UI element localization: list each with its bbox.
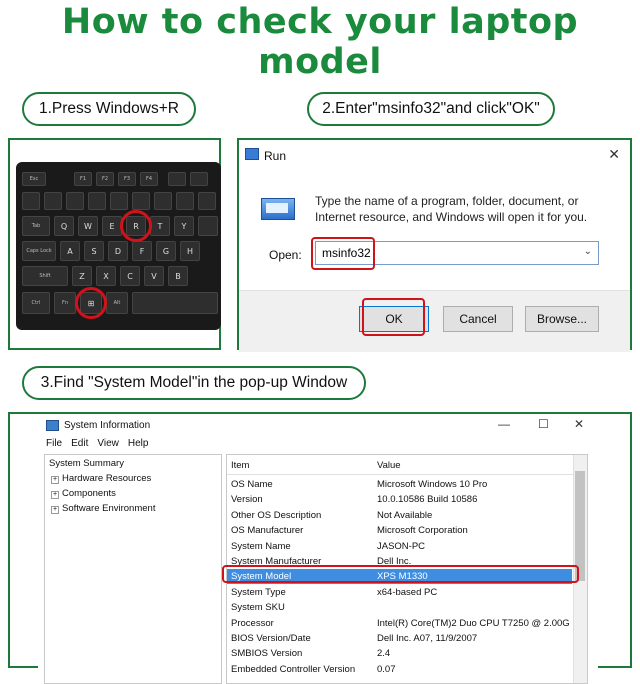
key-f5 bbox=[168, 172, 186, 186]
menu-view[interactable]: View bbox=[97, 438, 119, 449]
run-program-icon bbox=[261, 198, 295, 220]
row-item: System Name bbox=[231, 540, 291, 552]
r-key-highlight bbox=[120, 210, 152, 242]
key-e: E bbox=[102, 216, 122, 236]
tree-hardware-resources[interactable] bbox=[51, 473, 151, 484]
key-num bbox=[110, 192, 128, 210]
tree-components[interactable] bbox=[51, 488, 116, 499]
table-header bbox=[227, 455, 587, 475]
expand-icon[interactable]: + bbox=[52, 476, 58, 483]
row-value: Not Available bbox=[377, 509, 433, 521]
key-alt: Alt bbox=[106, 292, 128, 314]
tree-software-environment[interactable] bbox=[51, 503, 155, 514]
key-esc: Esc bbox=[22, 172, 46, 186]
row-item: Embedded Controller Version bbox=[231, 663, 356, 675]
cancel-button[interactable]: Cancel bbox=[443, 306, 513, 332]
ok-button[interactable]: OK bbox=[359, 306, 429, 332]
key-f1: F1 bbox=[74, 172, 92, 186]
windows-key-icon: ⊞ bbox=[80, 292, 102, 314]
row-value: 10.0.10586 Build 10586 bbox=[377, 494, 478, 506]
key-q: Q bbox=[54, 216, 74, 236]
key-c: C bbox=[120, 266, 140, 286]
chevron-down-icon[interactable]: ⌄ bbox=[583, 246, 592, 257]
page-title: How to check your laptop model bbox=[61, 2, 579, 82]
keyboard-image bbox=[16, 162, 221, 330]
row-value: Dell Inc. A07, 11/9/2007 bbox=[377, 633, 478, 644]
key-tab: Tab bbox=[22, 216, 50, 236]
step-2-label: 2.Enter"msinfo32"and click"OK" bbox=[307, 92, 555, 126]
msinfo32-highlight bbox=[311, 237, 375, 270]
row-item: OS Name bbox=[231, 479, 273, 490]
table-row[interactable] bbox=[227, 477, 572, 492]
key-num bbox=[154, 192, 172, 210]
table-row[interactable] bbox=[227, 616, 572, 631]
key-d: D bbox=[108, 241, 128, 261]
run-dialog-title: Run bbox=[264, 149, 287, 163]
row-value: Intel(R) Core(TM)2 Duo CPU T7250 @ 2.00G bbox=[377, 617, 570, 629]
row-value: x64-based PC bbox=[377, 586, 438, 598]
open-label: Open: bbox=[269, 248, 302, 262]
column-item[interactable]: Item bbox=[231, 460, 250, 471]
row-item: OS Manufacturer bbox=[231, 525, 304, 537]
row-item: Other OS Description bbox=[231, 509, 322, 521]
windows-key-highlight bbox=[75, 287, 107, 319]
table-row[interactable] bbox=[227, 600, 572, 615]
category-tree bbox=[44, 454, 222, 684]
key-num bbox=[198, 192, 216, 210]
key-f6 bbox=[190, 172, 208, 186]
key-v: V bbox=[144, 266, 164, 286]
row-item: BIOS Version/Date bbox=[231, 633, 311, 644]
menu-file[interactable]: File bbox=[46, 438, 63, 449]
key-num bbox=[176, 192, 194, 210]
menu-bar bbox=[46, 438, 148, 449]
column-value[interactable]: Value bbox=[377, 460, 401, 471]
maximize-icon[interactable]: ☐ bbox=[538, 417, 549, 431]
key-f: F bbox=[132, 241, 152, 261]
table-row[interactable] bbox=[227, 539, 572, 554]
key-f4: F4 bbox=[140, 172, 158, 186]
system-information-app-icon bbox=[46, 420, 59, 431]
key-num bbox=[44, 192, 62, 210]
minimize-icon[interactable]: — bbox=[498, 417, 510, 431]
row-value: XPS M1330 bbox=[377, 571, 428, 583]
key-space bbox=[132, 292, 218, 314]
row-value: Dell Inc. bbox=[377, 556, 412, 567]
key-caps-lock: Caps Lock bbox=[22, 241, 56, 261]
table-row[interactable] bbox=[227, 646, 572, 661]
table-row[interactable] bbox=[227, 631, 572, 646]
table-row[interactable] bbox=[227, 523, 572, 538]
key-u bbox=[198, 216, 218, 236]
row-item: System Model bbox=[231, 571, 292, 583]
key-r: R bbox=[126, 216, 146, 236]
system-information-window bbox=[8, 412, 632, 675]
system-model-highlight bbox=[222, 565, 579, 583]
row-item: Processor bbox=[231, 617, 274, 629]
tree-item-label: Hardware Resources bbox=[62, 473, 152, 484]
sysinfo-title: System Information bbox=[64, 420, 151, 431]
open-input-value: msinfo32 bbox=[322, 246, 371, 260]
ok-highlight bbox=[362, 298, 425, 336]
menu-edit[interactable]: Edit bbox=[71, 438, 89, 449]
row-item: System Type bbox=[231, 586, 286, 598]
key-num bbox=[132, 192, 150, 210]
run-description: Type the name of a program, folder, document, or Internet resource, and Windows will open it for you. bbox=[315, 194, 588, 224]
key-fn: Fn bbox=[54, 292, 76, 314]
key-a: A bbox=[60, 241, 80, 261]
key-f2: F2 bbox=[96, 172, 114, 186]
key-z: Z bbox=[72, 266, 92, 286]
keyboard-panel bbox=[8, 138, 221, 350]
table-row[interactable] bbox=[227, 492, 572, 507]
key-t: T bbox=[150, 216, 170, 236]
key-w: W bbox=[78, 216, 98, 236]
key-b: B bbox=[168, 266, 188, 286]
close-icon[interactable]: ✕ bbox=[574, 417, 585, 431]
row-item: System Manufacturer bbox=[231, 556, 322, 567]
tree-item-label: Components bbox=[62, 488, 116, 499]
menu-help[interactable]: Help bbox=[127, 438, 149, 449]
row-value: Microsoft Windows 10 Pro bbox=[377, 479, 488, 490]
key-f3: F3 bbox=[118, 172, 136, 186]
row-value: JASON-PC bbox=[377, 540, 426, 552]
row-value: Microsoft Corporation bbox=[377, 525, 468, 537]
key-y: Y bbox=[174, 216, 194, 236]
table-row[interactable] bbox=[227, 585, 572, 600]
row-value: 2.4 bbox=[377, 648, 391, 660]
key-num bbox=[22, 192, 40, 210]
close-icon[interactable]: ✕ bbox=[608, 146, 620, 162]
expand-icon[interactable]: + bbox=[52, 506, 58, 513]
key-h: H bbox=[180, 241, 200, 261]
key-g: G bbox=[156, 241, 176, 261]
tree-item-label: Software Environment bbox=[62, 503, 156, 514]
step-3-label: 3.Find "System Model"in the pop-up Window bbox=[22, 366, 366, 400]
row-item: SMBIOS Version bbox=[231, 648, 303, 660]
browse-button[interactable]: Browse... bbox=[525, 306, 599, 332]
step-1-label: 1.Press Windows+R bbox=[22, 92, 196, 126]
row-item: Version bbox=[231, 494, 263, 506]
run-dialog bbox=[237, 138, 632, 350]
key-x: X bbox=[96, 266, 116, 286]
table-row[interactable] bbox=[227, 508, 572, 523]
table-row[interactable] bbox=[227, 662, 572, 677]
tree-system-summary[interactable]: System Summary bbox=[49, 458, 124, 469]
key-shift: Shift bbox=[22, 266, 68, 286]
expand-icon[interactable]: + bbox=[52, 491, 58, 498]
key-num bbox=[66, 192, 84, 210]
sysinfo-frame bbox=[38, 414, 598, 675]
key-s: S bbox=[84, 241, 104, 261]
key-ctrl: Ctrl bbox=[22, 292, 50, 314]
key-num bbox=[88, 192, 106, 210]
row-item: System SKU bbox=[231, 602, 285, 614]
row-value: 0.07 bbox=[377, 663, 396, 675]
run-app-icon bbox=[245, 148, 259, 160]
